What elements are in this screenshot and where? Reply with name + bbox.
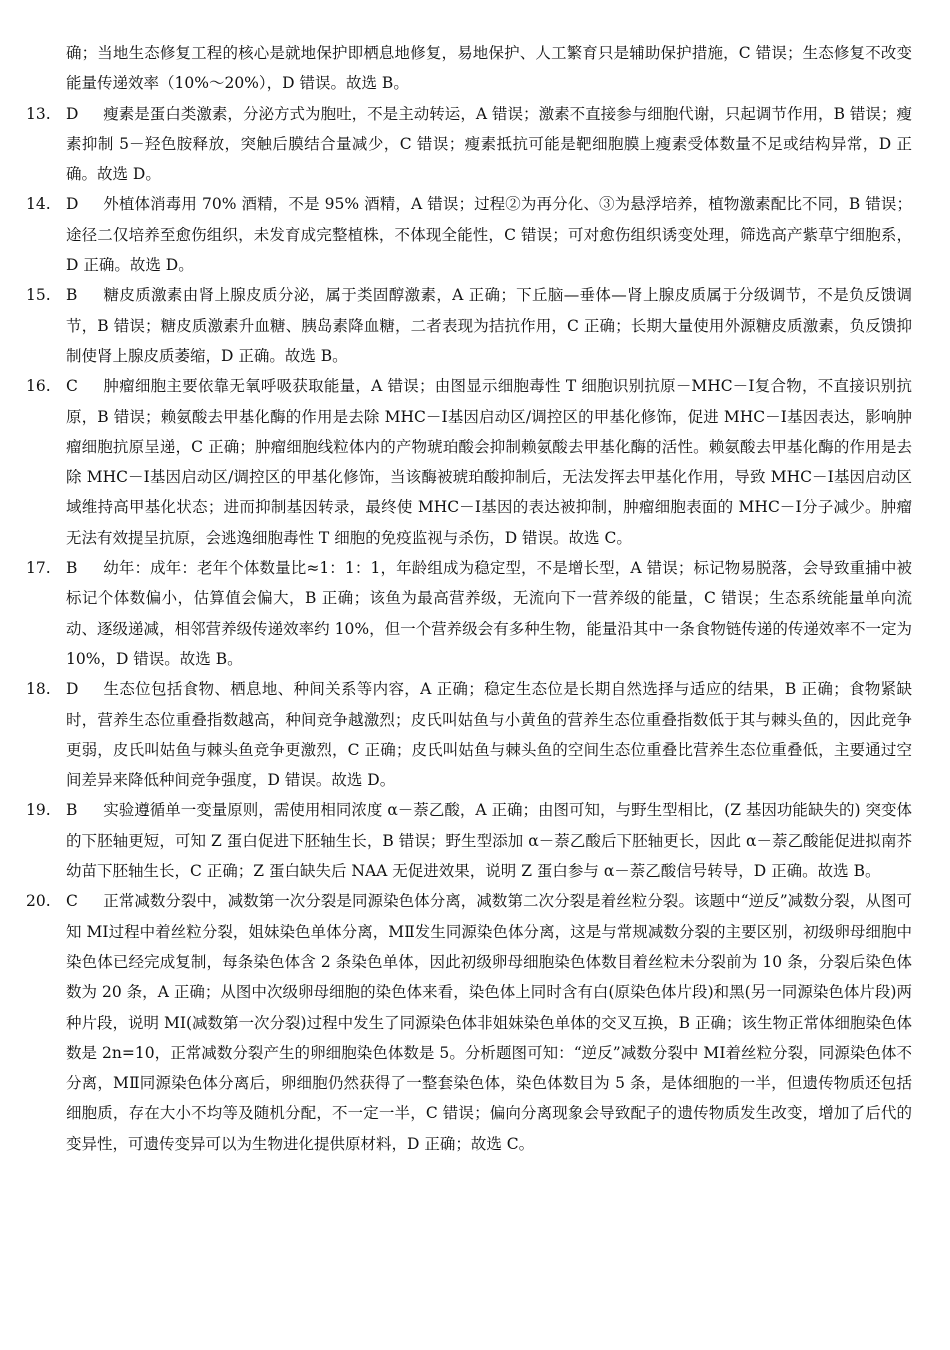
item-explanation: 瘦素是蛋白类激素，分泌方式为胞吐，不是主动转运，A 错误；激素不直接参与细胞代谢，只起调节作用，B 错误；瘦素抑制 5－羟色胺释放，突触后膜结合量减少，C 错误；瘦素抵抗可能是靶细胞膜上瘦素受体数量不足或结构异常，D 正确。故选 D。 — [66, 104, 912, 184]
item-explanation: 外植体消毒用 70% 酒精，不是 95% 酒精，A 错误；过程②为再分化、③为悬浮培养，植物激素配比不同，B 错误；途径二仅培养至愈伤组织，未发育成完整植株，不体现全能性，C 错误；可对愈伤组织诱变处理，筛选高产紫草宁细胞系，D 正确。故选 D。 — [66, 195, 912, 275]
item-explanation: 生态位包括食物、栖息地、种间关系等内容，A 正确；稳定生态位是长期自然选择与适应的结果，B 正确；食物紧缺时，营养生态位重叠指数越高，种间竞争越激烈；皮氏叫姑鱼与小黄鱼的营养生态位重叠指数低于其与棘头鱼的，因此竞争更弱，皮氏叫姑鱼与棘头鱼竞争更激烈，C 正确；皮氏叫姑鱼与棘头鱼的空间生态位重叠比营养生态位重叠低，主要通过空间差异来降低种间竞争强度，D 错误。故选 D。 — [66, 680, 912, 790]
item-answer: D — [66, 680, 79, 699]
item-explanation: 糖皮质激素由肾上腺皮质分泌，属于类固醇激素，A 正确；下丘脑—垂体—肾上腺皮质属于分级调节，不是负反馈调节，B 错误；糖皮质激素升血糖、胰岛素降血糖，二者表现为拮抗作用，C 正确；长期大量使用外源糖皮质激素，负反馈抑制使肾上腺皮质萎缩，D 正确。故选 B。 — [66, 286, 912, 365]
item-answer: C — [66, 892, 78, 911]
continued-explanation: 确；当地生态修复工程的核心是就地保护即栖息地修复，易地保护、人工繁育只是辅助保护措施，C 错误；生态修复不改变能量传递效率（10%～20%），D 错误。故选 B。 — [66, 44, 912, 93]
answer-item-18 — [26, 674, 912, 795]
item-number: 15. — [26, 286, 51, 305]
answer-item-20 — [26, 886, 912, 1159]
item-number: 20. — [26, 892, 51, 911]
item-explanation: 正常减数分裂中，减数第一次分裂是同源染色体分离，减数第二次分裂是着丝粒分裂。该题中“逆反”减数分裂，从图可知 MⅠ过程中着丝粒分裂，姐妹染色单体分离，MⅡ发生同源染色体分离，这是与常规减数分裂的主要区别，初级卵母细胞中染色体已经完成复制，每条染色体含 2 条染色单体，因此初级卵母细胞染色体数目着丝粒未分裂前为 10 条，分裂后染色体数为 20 条，A 正确；从图中次级卵母细胞的染色体来看，染色体上同时含有白(原染色体片段)和黑(另一同源染色体片段)两种片段，说明 MⅠ(减数第一次分裂)过程中发生了同源染色体非姐妹染色单体的交叉互换，B 正确；该生物正常体细胞染色体数是 2n=10，正常减数分裂产生的卵细胞染色体数是 5。分析题图可知：“逆反”减数分裂中 MⅠ着丝粒分裂，同源染色体不分离，MⅡ同源染色体分离后，卵细胞仍然获得了一整套染色体，染色体数目为 5 条，是体细胞的一半，但遗传物质还包括细胞质，存在大小不均等及随机分配，不一定一半，C 错误；偏向分离现象会导致配子的遗传物质发生改变，增加了后代的变异性，可遗传变异可以为生物进化提供原材料，D 正确；故选 C。 — [66, 892, 912, 1153]
item-explanation: 幼年：成年：老年个体数量比≈1：1：1，年龄组成为稳定型，不是增长型，A 错误；标记物易脱落，会导致重捕中被标记个体数偏小，估算值会偏大，B 正确；该鱼为最高营养级，无流向下一营养级的能量，C 错误；生态系统能量单向流动、逐级递减，相邻营养级传递效率约 10%，但一个营养级会有多种生物，能量沿其中一条食物链传递的传递效率不一定为 10%，D 错误。故选 B。 — [66, 559, 912, 668]
item-explanation: 肿瘤细胞主要依靠无氧呼吸获取能量，A 错误；由图显示细胞毒性 T 细胞识别抗原－MHC－Ⅰ复合物，不直接识别抗原，B 错误；赖氨酸去甲基化酶的作用是去除 MHC－Ⅰ基因启动区/调控区的甲基化修饰，促进 MHC－Ⅰ基因表达，影响肿瘤细胞抗原呈递，C 正确；肿瘤细胞线粒体内的产物琥珀酸会抑制赖氨酸去甲基化酶的活性。赖氨酸去甲基化酶的作用是去除 MHC－Ⅰ基因启动区/调控区的甲基化修饰，当该酶被琥珀酸抑制后，无法发挥去甲基化作用，导致 MHC－Ⅰ基因启动区域维持高甲基化状态；进而抑制基因转录，最终使 MHC－Ⅰ基因的表达被抑制，肿瘤细胞表面的 MHC－Ⅰ分子减少。肿瘤无法有效提呈抗原，会逃逸细胞毒性 T 细胞的免疫监视与杀伤，D 错误。故选 C。 — [66, 377, 912, 547]
item-number: 14. — [26, 195, 51, 214]
item-number: 19. — [26, 801, 51, 820]
item-answer: B — [66, 801, 78, 820]
answer-item-13 — [26, 99, 912, 190]
answer-item-19 — [26, 795, 912, 886]
answer-item-15 — [26, 280, 912, 371]
item-number: 18. — [26, 680, 51, 699]
answer-item-14 — [26, 189, 912, 280]
answer-item-16 — [26, 371, 912, 553]
item-number: 17. — [26, 559, 51, 578]
answer-document — [26, 38, 912, 1159]
item-explanation: 实验遵循单一变量原则，需使用相同浓度 α－萘乙酸，A 正确；由图可知，与野生型相比，(Z 基因功能缺失的) 突变体的下胚轴更短，可知 Z 蛋白促进下胚轴生长，B 错误；野生型添加 α－萘乙酸后下胚轴更长，因此 α－萘乙酸能促进拟南芥幼苗下胚轴生长，C 正确；Z 蛋白缺失后 NAA 无促进效果，说明 Z 蛋白参与 α－萘乙酸信号转导，D 正确。故选 B。 — [66, 801, 912, 881]
answer-item-17 — [26, 553, 912, 674]
item-answer: B — [66, 559, 78, 578]
item-number: 13. — [26, 104, 51, 123]
item-answer: D — [66, 195, 79, 214]
item-answer: D — [66, 104, 79, 123]
item-number: 16. — [26, 377, 51, 396]
item-answer: B — [66, 286, 78, 305]
item-answer: C — [66, 377, 78, 396]
